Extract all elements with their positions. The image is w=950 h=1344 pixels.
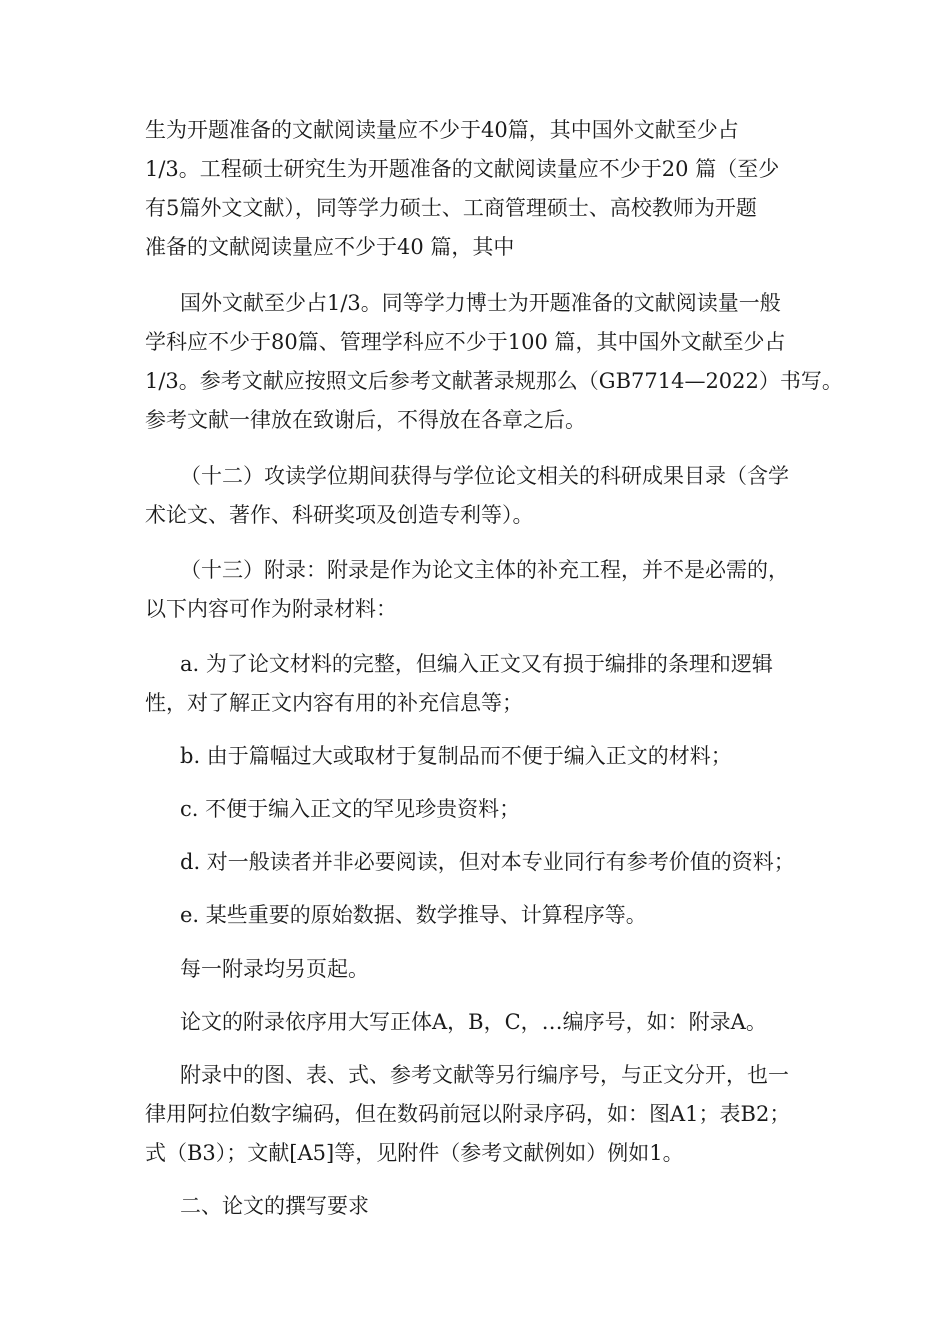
- text-line: 术论文、著作、科研奖项及创造专利等）。: [145, 503, 534, 527]
- section-heading: 二、论文的撰写要求: [180, 1194, 369, 1218]
- text-line: a. 为了论文材料的完整，但编入正文又有损于编排的条理和逻辑: [180, 652, 773, 676]
- text-line: 以下内容可作为附录材料：: [145, 597, 397, 621]
- text-line: 有5篇外文文献），同等学力硕士、工商管理硕士、高校教师为开题: [145, 196, 757, 220]
- text-line: 参考文献一律放在致谢后，不得放在各章之后。: [145, 408, 586, 432]
- text-line: 1/3。工程硕士研究生为开题准备的文献阅读量应不少于20 篇（至少: [145, 157, 780, 181]
- text-line: b. 由于篇幅过大或取材于复制品而不便于编入正文的材料；: [180, 744, 732, 768]
- text-line: 性，对了解正文内容有用的补充信息等；: [145, 691, 523, 715]
- text-line: （十三）附录：附录是作为论文主体的补充工程，并不是必需的，: [180, 558, 789, 582]
- text-line: 国外文献至少占1/3。同等学力博士为开题准备的文献阅读量一般: [180, 291, 781, 315]
- text-line: 律用阿拉伯数字编码，但在数码前冠以附录序码，如：图A1；表B2；: [145, 1102, 791, 1126]
- text-line: 1/3。参考文献应按照文后参考文献著录规那么（GB7714—2022）书写。: [145, 369, 843, 393]
- text-line: c. 不便于编入正文的罕见珍贵资料；: [180, 797, 521, 821]
- text-line: （十二）攻读学位期间获得与学位论文相关的科研成果目录（含学: [180, 464, 789, 488]
- text-line: e. 某些重要的原始数据、数学推导、计算程序等。: [180, 903, 647, 927]
- text-line: 准备的文献阅读量应不少于40 篇，其中: [145, 235, 515, 259]
- text-line: 每一附录均另页起。: [180, 957, 369, 981]
- text-line: 生为开题准备的文献阅读量应不少于40篇，其中国外文献至少占: [145, 118, 739, 142]
- text-line: d. 对一般读者并非必要阅读，但对本专业同行有参考价值的资料；: [180, 850, 795, 874]
- text-line: 式（B3）；文献[A5]等，见附件（参考文献例如）例如1。: [145, 1141, 684, 1165]
- text-line: 论文的附录依序用大写正体A，B，C，…编序号，如：附录A。: [180, 1010, 767, 1034]
- text-line: 附录中的图、表、式、参考文献等另行编序号，与正文分开，也一: [180, 1063, 789, 1087]
- text-line: 学科应不少于80篇、管理学科应不少于100 篇，其中国外文献至少占: [145, 330, 786, 354]
